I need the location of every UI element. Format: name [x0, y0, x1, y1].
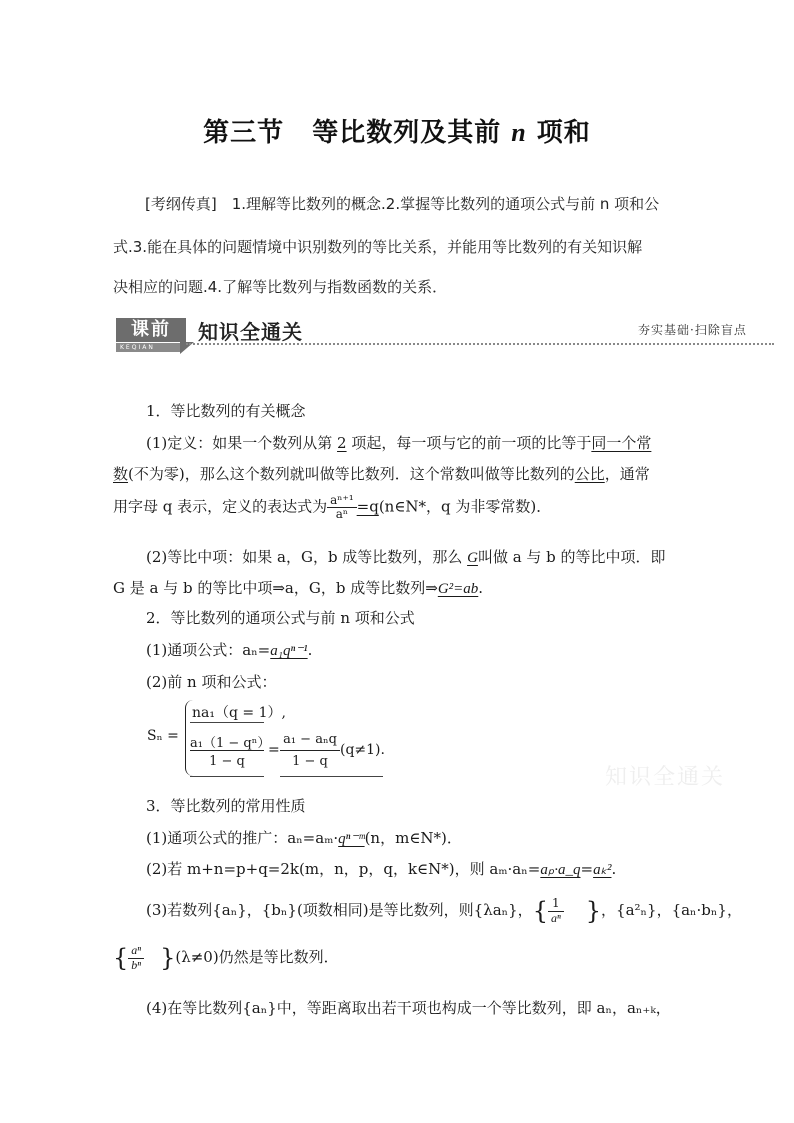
text: (1)定义：如果一个数列从第 [146, 434, 338, 452]
title-text-end: 项和 [536, 118, 591, 148]
blank-ap-aq: aₚ·a_q [540, 862, 581, 878]
brace-open: { [113, 944, 129, 972]
text: (1)通项公式：aₙ= [146, 641, 271, 659]
blank-2: 2 [337, 434, 347, 452]
fraction-numerator: aⁿ [128, 944, 144, 958]
property-4: (4)在等比数列{aₙ}中，等距离取出若干项也构成一个等比数列，即 aₙ，aₙ₊ₖ， [146, 999, 671, 1017]
watermark: 知识全通关 [605, 765, 726, 790]
definition-fraction [327, 494, 357, 521]
blank-G2-ab: G²=ab [437, 581, 479, 597]
text: . [478, 579, 484, 597]
property-3-line-1 [146, 897, 742, 925]
text: (n∈N*，q 为非零常数)． [378, 497, 552, 516]
banner-tag-label: 课前 [116, 318, 186, 342]
text: . [611, 860, 617, 878]
text: (n，m∈N*)． [364, 829, 462, 847]
text: (2)等比中项：如果 a，G，b 成等比数列，那么 [146, 548, 468, 566]
property-1 [146, 827, 462, 848]
section-3-heading: 3．等比数列的常用性质 [146, 797, 306, 815]
fraction-denominator: aⁿ [335, 507, 349, 522]
brace-open: { [532, 897, 548, 925]
property-3-line-2 [113, 944, 339, 972]
general-term-formula [146, 639, 312, 660]
property-2 [146, 858, 616, 879]
section-1-heading: 1．等比数列的有关概念 [146, 402, 306, 420]
intro-line-3: 决相应的问题.4.了解等比数列与指数函数的关系． [113, 278, 448, 296]
text: ，通常 [604, 465, 650, 483]
definition-line-3 [113, 494, 551, 521]
ratio-fraction [128, 944, 144, 971]
section-banner-tag [116, 318, 186, 352]
blank-G: G [467, 550, 478, 566]
blank-same-constant: 同一个常 [591, 434, 652, 452]
text: . [307, 641, 313, 659]
text: (3)若数列{aₙ}，{bₙ}(项数相同)是等比数列，则{λaₙ}， [146, 901, 533, 919]
fraction-numerator: 1 [548, 897, 564, 911]
fraction-denominator: aⁿ [550, 910, 561, 925]
reciprocal-fraction [548, 897, 564, 924]
blank-shu: 数 [113, 465, 129, 483]
sum-case-2-numerator: a₁（1 − qⁿ） [190, 736, 271, 751]
case-2-underline [190, 776, 264, 777]
text: (不为零)，那么这个数列就叫做等比数列．这个常数叫做等比数列的 [128, 465, 575, 483]
text: 用字母 q 表示，定义的表达式为 [113, 497, 328, 516]
sum-case-1: na₁（q = 1）, [192, 705, 286, 721]
title-text: 等比数列及其前 [312, 118, 502, 148]
sum-case-2-denominator: 1 − q [209, 754, 245, 769]
blank-ratio: 公比 [574, 465, 605, 483]
definition-line-1 [146, 432, 651, 453]
geometric-mean-line-1 [146, 546, 666, 567]
case-3-underline [280, 776, 383, 777]
case-3-fraction-bar [280, 750, 340, 751]
brace-close: } [585, 897, 602, 925]
banner-slogan: 夯实基础·扫除盲点 [638, 323, 747, 337]
equals-sign: = [268, 742, 280, 758]
section-2-heading: 2．等比数列的通项公式与前 n 项和公式 [146, 609, 415, 627]
blank-ak-squared: aₖ² [593, 862, 612, 878]
text: = [580, 860, 594, 878]
text: (1)通项公式的推广：aₙ=aₘ· [146, 829, 339, 847]
banner-title: 知识全通关 [198, 320, 303, 344]
banner-tag-sub: KEQIAN [116, 343, 180, 352]
geometric-mean-line-2 [113, 577, 483, 598]
text: ，{a²ₙ}，{aₙ·bₙ}， [601, 901, 742, 919]
blank-q-power: qⁿ⁻ᵐ [338, 831, 365, 847]
sum-case-3-condition: (q≠1). [340, 742, 385, 758]
case-1-underline [190, 722, 264, 723]
sum-formula-label: (2)前 n 项和公式： [146, 673, 277, 691]
case-2-fraction-bar [190, 750, 264, 751]
intro-line-1: [考纲传真] 1.理解等比数列的概念.2.掌握等比数列的通项公式与前 n 项和公 [145, 195, 660, 213]
sum-case-3-denominator: 1 − q [292, 754, 328, 769]
blank-general-term: a₁qⁿ⁻¹ [270, 643, 308, 659]
section-number: 第三节 [203, 118, 285, 148]
intro-line-2: 式.3.能在具体的问题情境中识别数列的等比关系，并能用等比数列的有关知识解 [113, 238, 643, 256]
blank-q: =q [356, 497, 379, 516]
title-variable: n [511, 118, 527, 147]
brace-close: } [160, 944, 176, 972]
page-title [0, 112, 794, 149]
definition-line-2 [113, 463, 650, 484]
text: G 是 a 与 b 的等比中项⇒a，G，b 成等比数列⇒ [113, 579, 438, 597]
fraction-numerator: aⁿ⁺¹ [327, 494, 357, 508]
text: (2)若 m+n=p+q=2k(m，n，p，q，k∈N*)，则 aₘ·aₙ= [146, 860, 541, 878]
fraction-denominator: bⁿ [131, 957, 142, 972]
text: 叫做 a 与 b 的等比中项．即 [477, 548, 666, 566]
sum-symbol: Sₙ = [147, 728, 179, 744]
banner-divider [186, 343, 774, 345]
text: 项起，每一项与它的前一项的比等于 [346, 434, 592, 452]
sum-case-3-numerator: a₁ − aₙq [283, 732, 337, 747]
text: (λ≠0)仍然是等比数列． [175, 948, 339, 966]
